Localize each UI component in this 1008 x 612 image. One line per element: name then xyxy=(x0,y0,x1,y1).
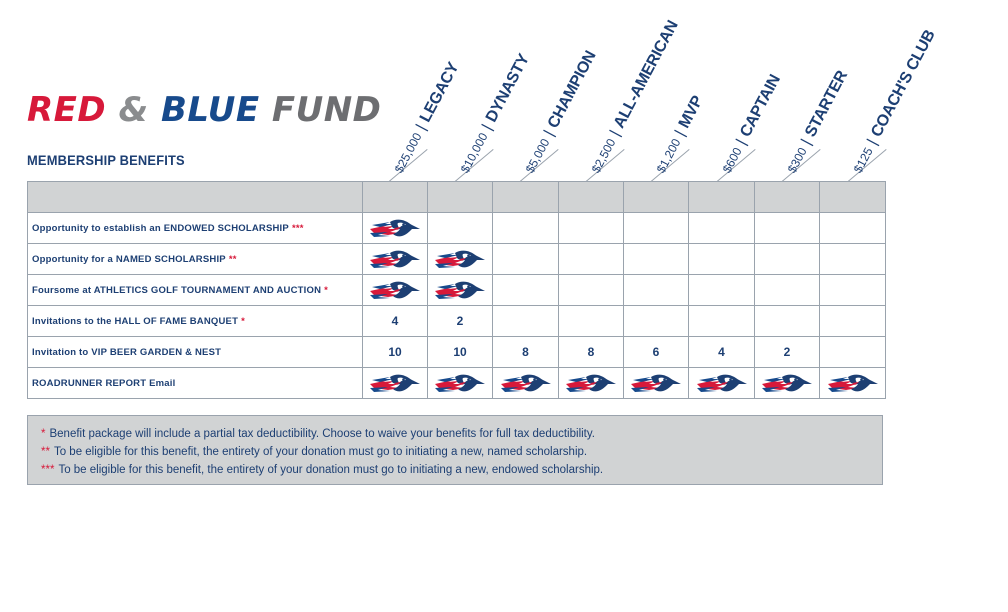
empty-cell xyxy=(820,213,886,244)
empty-cell xyxy=(624,244,689,275)
empty-cell xyxy=(624,275,689,306)
table-row xyxy=(28,337,886,368)
empty-cell xyxy=(493,306,559,337)
empty-cell xyxy=(624,306,689,337)
benefit-count-cell: 10 xyxy=(363,337,428,368)
benefit-count-cell: 4 xyxy=(363,306,428,337)
footnote-line xyxy=(41,443,882,461)
benefit-included-cell xyxy=(363,275,428,306)
logo-word-fund: FUND xyxy=(271,90,382,130)
logo-word-red: RED xyxy=(27,90,107,130)
fund-logo xyxy=(27,88,381,132)
table-row xyxy=(28,368,886,399)
benefit-count-cell: 2 xyxy=(755,337,820,368)
tier-separator: | xyxy=(540,127,558,139)
tier-name: CAPTAIN xyxy=(736,72,784,140)
tier-label xyxy=(783,68,852,176)
benefit-included-cell xyxy=(363,368,428,399)
benefit-included-cell xyxy=(363,213,428,244)
benefit-label xyxy=(28,306,363,337)
tier-name: ALL-AMERICAN xyxy=(610,17,682,132)
roadrunner-icon xyxy=(368,216,422,240)
empty-cell xyxy=(428,213,493,244)
footnote-marker: ** xyxy=(41,446,50,458)
footnotes-box xyxy=(27,415,883,485)
tier-amount: $5,000 xyxy=(522,136,553,176)
benefit-label xyxy=(28,368,363,399)
benefit-footnote-marker: *** xyxy=(291,222,304,234)
benefit-included-cell xyxy=(755,368,820,399)
roadrunner-icon xyxy=(499,371,553,395)
benefit-text: Invitations to the HALL OF FAME BANQUET xyxy=(32,315,239,327)
header-cell xyxy=(559,182,624,213)
tier-label xyxy=(718,72,785,176)
tier-name: COACH'S CLUB xyxy=(867,27,939,140)
roadrunner-icon xyxy=(368,371,422,395)
benefit-count-cell: 10 xyxy=(428,337,493,368)
tier-amount: $10,000 xyxy=(457,130,491,176)
benefit-footnote-marker: ** xyxy=(228,253,237,265)
benefit-text: Invitation to VIP BEER GARDEN & NEST xyxy=(32,346,222,358)
footnote-line xyxy=(41,425,882,443)
benefit-count-cell: 8 xyxy=(493,337,559,368)
empty-cell xyxy=(493,213,559,244)
empty-cell xyxy=(689,244,755,275)
tier-amount: $300 xyxy=(784,145,810,176)
benefit-count-cell: 4 xyxy=(689,337,755,368)
empty-cell xyxy=(755,306,820,337)
empty-cell xyxy=(559,275,624,306)
roadrunner-icon xyxy=(826,371,880,395)
header-cell xyxy=(624,182,689,213)
tier-name: CHAMPION xyxy=(544,48,600,132)
tier-separator: | xyxy=(863,136,881,148)
benefit-text: Opportunity for a NAMED SCHOLARSHIP xyxy=(32,253,226,265)
roadrunner-icon xyxy=(564,371,618,395)
empty-cell xyxy=(624,213,689,244)
roadrunner-icon xyxy=(433,247,487,271)
benefit-included-cell xyxy=(689,368,755,399)
logo-word-blue: BLUE xyxy=(160,90,260,130)
empty-cell xyxy=(559,213,624,244)
table-header-row xyxy=(28,182,886,213)
empty-cell xyxy=(820,306,886,337)
benefit-included-cell xyxy=(820,368,886,399)
empty-cell xyxy=(689,306,755,337)
benefit-label xyxy=(28,213,363,244)
empty-cell xyxy=(493,244,559,275)
benefit-included-cell xyxy=(428,275,493,306)
tier-label xyxy=(652,93,708,176)
roadrunner-icon xyxy=(368,278,422,302)
benefit-text: Foursome at ATHLETICS GOLF TOURNAMENT AND AUCTION xyxy=(32,284,322,296)
tier-name: STARTER xyxy=(802,68,852,140)
footnote-marker: * xyxy=(41,428,46,440)
tier-separator: | xyxy=(478,121,496,134)
empty-cell xyxy=(689,213,755,244)
benefit-included-cell xyxy=(428,244,493,275)
header-cell xyxy=(28,182,363,213)
benefit-included-cell xyxy=(559,368,624,399)
benefit-footnote-marker: * xyxy=(324,284,329,296)
roadrunner-icon xyxy=(368,247,422,271)
benefit-label xyxy=(28,275,363,306)
logo-ampersand: & xyxy=(118,90,149,130)
benefit-footnote-marker: * xyxy=(241,315,245,327)
tier-label xyxy=(390,60,463,176)
footnote-text: To be eligible for this benefit, the entirety of your donation must go to initiating a new, named scholarship. xyxy=(53,446,588,458)
benefit-text: Opportunity to establish an ENDOWED SCHOLARSHIP xyxy=(32,222,289,234)
table-row xyxy=(28,244,886,275)
header-cell xyxy=(428,182,493,213)
tier-label xyxy=(456,52,534,177)
table-row xyxy=(28,213,886,244)
tier-amount: $25,000 xyxy=(391,130,425,176)
empty-cell xyxy=(493,275,559,306)
footnote-line xyxy=(41,461,882,479)
empty-cell xyxy=(689,275,755,306)
roadrunner-icon xyxy=(760,371,814,395)
empty-cell xyxy=(559,244,624,275)
tier-label xyxy=(521,48,600,176)
empty-cell xyxy=(559,306,624,337)
benefit-label xyxy=(28,244,363,275)
tier-separator: | xyxy=(797,136,815,148)
tier-separator: | xyxy=(671,127,689,139)
tier-separator: | xyxy=(732,136,750,148)
header-cell xyxy=(689,182,755,213)
table-row xyxy=(28,306,886,337)
benefit-count-cell: 2 xyxy=(428,306,493,337)
benefits-table xyxy=(27,181,886,399)
tier-amount: $2,500 xyxy=(588,136,618,176)
roadrunner-icon xyxy=(695,371,749,395)
benefit-included-cell xyxy=(428,368,493,399)
tier-name: MVP xyxy=(675,93,707,132)
table-row xyxy=(28,275,886,306)
tier-separator: | xyxy=(412,121,430,134)
tier-amount: $125 xyxy=(850,145,876,176)
empty-cell xyxy=(755,275,820,306)
benefit-included-cell xyxy=(493,368,559,399)
benefit-included-cell xyxy=(624,368,689,399)
header-cell xyxy=(820,182,886,213)
tier-amount: $1,200 xyxy=(653,136,684,176)
benefit-label xyxy=(28,337,363,368)
tier-label xyxy=(849,27,940,176)
roadrunner-icon xyxy=(433,371,487,395)
benefit-text: ROADRUNNER REPORT Email xyxy=(32,377,176,389)
roadrunner-icon xyxy=(433,278,487,302)
footnote-marker: *** xyxy=(41,464,55,476)
tier-name: DYNASTY xyxy=(482,51,533,126)
empty-cell xyxy=(820,337,886,368)
footnote-text: To be eligible for this benefit, the entirety of your donation must go to initiating a new, endowed scholarship. xyxy=(58,464,604,476)
empty-cell xyxy=(820,275,886,306)
empty-cell xyxy=(820,244,886,275)
tier-amount: $600 xyxy=(719,145,745,176)
tier-separator: | xyxy=(606,127,623,139)
benefit-count-cell: 6 xyxy=(624,337,689,368)
header-cell xyxy=(363,182,428,213)
tier-name: LEGACY xyxy=(416,59,463,126)
empty-cell xyxy=(755,213,820,244)
benefit-count-cell: 8 xyxy=(559,337,624,368)
header-cell xyxy=(493,182,559,213)
roadrunner-icon xyxy=(629,371,683,395)
empty-cell xyxy=(755,244,820,275)
footnote-text: Benefit package will include a partial tax deductibility. Choose to waive your benefits for full tax deductibility. xyxy=(49,428,595,440)
benefit-included-cell xyxy=(363,244,428,275)
section-heading: MEMBERSHIP BENEFITS xyxy=(27,152,185,168)
header-cell xyxy=(755,182,820,213)
